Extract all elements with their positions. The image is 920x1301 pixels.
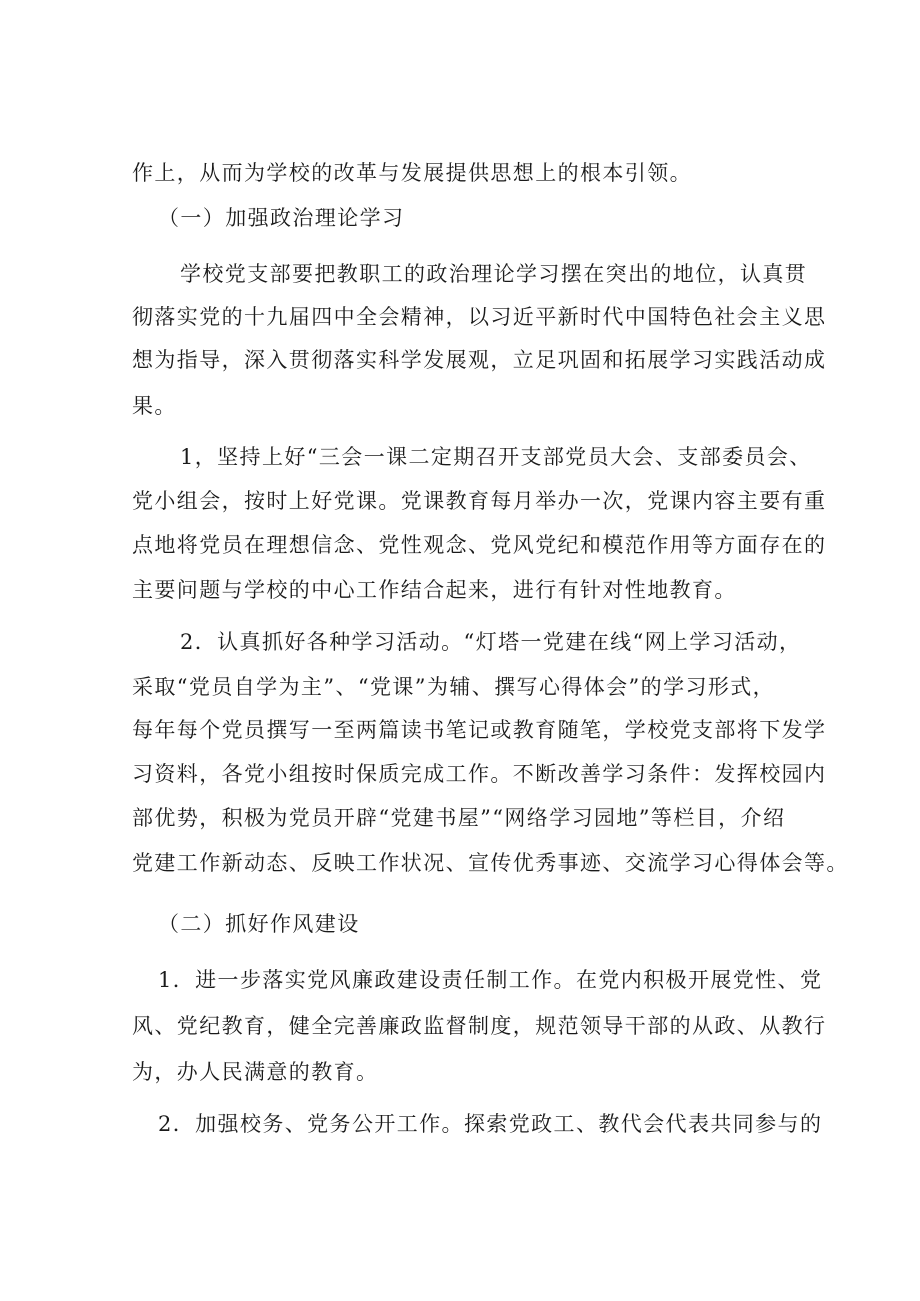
paragraph-line: 想为指导，深入贯彻落实科学发展观，立足巩固和拓展学习实践活动成 bbox=[132, 348, 827, 372]
paragraph-line: 彻落实党的十九届四中全会精神，以习近平新时代中国特色社会主义思 bbox=[132, 305, 827, 329]
paragraph-line: 部优势，积极为党员开辟“党建书屋”“网络学习园地”等栏目，介绍 bbox=[132, 806, 786, 830]
paragraph-line: 党建工作新动态、反映工作状况、宣传优秀事迹、交流学习心得体会等。 bbox=[132, 851, 849, 875]
paragraph-line: 采取“党员自学为主”、“党课”为辅、撰写心得体会”的学习形式， bbox=[132, 675, 776, 699]
paragraph-line: 主要问题与学校的中心工作结合起来，进行有针对性地教育。 bbox=[132, 578, 737, 602]
paragraph-line: 为，办人民满意的教育。 bbox=[132, 1060, 379, 1084]
paragraph-line: 2．加强校务、党务公开工作。探索党政工、教代会代表共同参与的 bbox=[158, 1112, 823, 1136]
paragraph-line: 1．进一步落实党风廉政建设责任制工作。在党内积极开展党性、党 bbox=[158, 968, 823, 992]
section-heading: （二）抓好作风建设 bbox=[158, 912, 360, 936]
paragraph-line: 每年每个党员撰写一至两篇读书笔记或教育随笔，学校党支部将下发学 bbox=[132, 718, 827, 742]
paragraph-line: 2．认真抓好各种学习活动。“灯塔一党建在线“网上学习活动， bbox=[180, 630, 802, 654]
section-heading: （一）加强政治理论学习 bbox=[158, 206, 405, 230]
paragraph-line: 习资料，各党小组按时保质完成工作。不断改善学习条件：发挥校园内 bbox=[132, 762, 827, 786]
paragraph-line: 风、党纪教育，健全完善廉政监督制度，规范领导干部的从政、从教行 bbox=[132, 1014, 827, 1038]
paragraph-line: 1，坚持上好“三会一课二定期召开支部党员大会、支部委员会、 bbox=[180, 445, 812, 469]
paragraph-line: 点地将党员在理想信念、党性观念、党风党纪和模范作用等方面存在的 bbox=[132, 533, 827, 557]
paragraph-line: 学校党支部要把教职工的政治理论学习摆在突出的地位，认真贯 bbox=[180, 262, 808, 286]
paragraph-line: 作上，从而为学校的改革与发展提供思想上的根本引领。 bbox=[132, 161, 692, 185]
paragraph-line: 党小组会，按时上好党课。党课教育每月举办一次，党课内容主要有重 bbox=[132, 489, 827, 513]
paragraph-line: 果。 bbox=[132, 394, 177, 418]
